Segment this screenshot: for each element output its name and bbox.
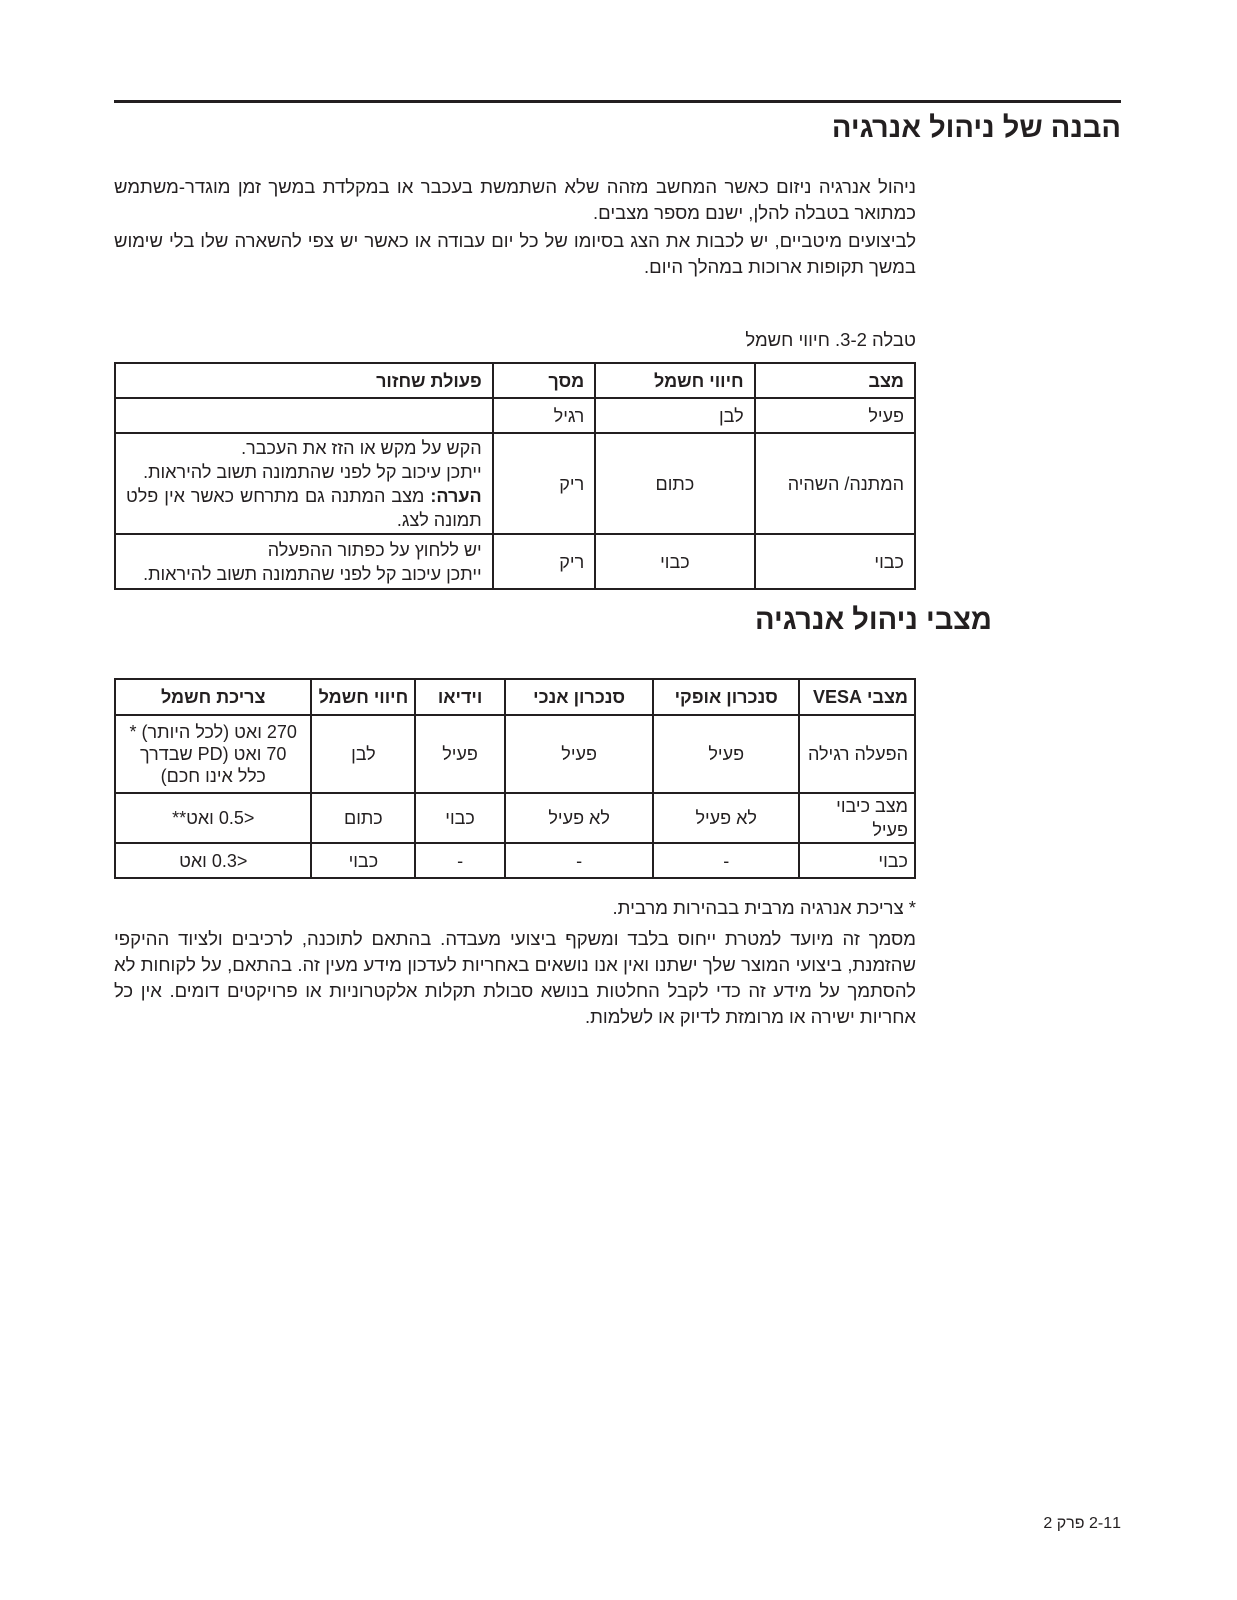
intro-paragraph-1: ניהול אנרגיה ניזום כאשר המחשב מזהה שלא השתמשת בעכבר או במקלדת במשך זמן מוגדר-משתמש כמתואר בטבלה להלן, ישנם מספר מצבים. — [114, 176, 916, 223]
cell-video: - — [415, 843, 505, 878]
header-indicator: חיווי חשמל — [595, 363, 754, 398]
cell-indicator: לבן — [595, 398, 754, 433]
page-number: 2-11 פרק 2 — [1043, 1515, 1121, 1532]
cell-indicator: כתום — [595, 433, 754, 534]
header-mode: מצב — [755, 363, 915, 398]
cell-indicator: כבוי — [595, 534, 754, 589]
cell-mode: פעיל — [755, 398, 915, 433]
cell-v-sync: - — [505, 843, 654, 878]
restore-line: יש ללחוץ על כפתור ההפעלה — [267, 539, 482, 560]
restore-line: הקש על מקש או הזז את העכבר. — [241, 437, 482, 458]
cell-power-indicator: כבוי — [311, 843, 415, 878]
note-text: מצב המתנה גם מתרחש כאשר אין פלט תמונה לצג. — [126, 485, 482, 530]
cell-restore — [115, 534, 493, 589]
cell-h-sync: - — [653, 843, 799, 878]
cell-vesa-mode: הפעלה רגילה — [799, 715, 915, 793]
restore-line: ייתכן עיכוב קל לפני שהתמונה תשוב להיראות. — [143, 563, 482, 584]
header-v-sync: סנכרון אנכי — [505, 679, 654, 715]
cell-power-consumption: <0.5 ואט** — [115, 793, 311, 843]
table1-caption: טבלה 3-2. חיווי חשמל — [745, 329, 916, 350]
section-title: מצבי ניהול אנרגיה — [755, 604, 992, 636]
note-label: הערה: — [430, 485, 482, 506]
page-title: הבנה של ניהול אנרגיה — [831, 112, 1121, 144]
table-header-row — [115, 363, 915, 398]
restore-line: ייתכן עיכוב קל לפני שהתמונה תשוב להיראות. — [143, 461, 482, 482]
cell-vesa-mode: מצב כיבוי פעיל — [799, 793, 915, 843]
disclaimer-paragraph: מסמך זה מיועד למטרת ייחוס בלבד ומשקף ביצועי מעבדה. בהתאם לתוכנה, לרכיבים ולציוד ההיקפי שהזמנת, ביצועי המוצר שלך ישתנו ואין אנו נושאים באחריות לעדכון מידע מעין זה. בהתאם, על לקוחות לא להסתמך על מידע זה כדי לקבל החלטות בנושא סבולת תקלות אלקטרוניות או פרויקטים דומים. אין כל אחריות ישירה או מרומזת לדיוק או לשלמות. — [114, 928, 916, 1027]
table-row — [115, 793, 915, 843]
cell-power-consumption — [115, 715, 311, 793]
cell-video: כבוי — [415, 793, 505, 843]
table-header-row — [115, 679, 915, 715]
cell-vesa-mode: כבוי — [799, 843, 915, 878]
table-row — [115, 715, 915, 793]
table-row — [115, 534, 915, 589]
cell-power-indicator: לבן — [311, 715, 415, 793]
header-h-sync: סנכרון אופקי — [653, 679, 799, 715]
cell-screen: רגיל — [493, 398, 596, 433]
cell-v-sync: לא פעיל — [505, 793, 654, 843]
cell-restore — [115, 398, 493, 433]
table-row — [115, 398, 915, 433]
cell-h-sync: לא פעיל — [653, 793, 799, 843]
header-video: וידיאו — [415, 679, 505, 715]
power-indicator-table — [114, 362, 916, 590]
table-row — [115, 433, 915, 534]
top-rule — [114, 100, 1121, 103]
cell-screen: ריק — [493, 534, 596, 589]
cell-v-sync: פעיל — [505, 715, 654, 793]
cell-power-consumption: <0.3 ואט — [115, 843, 311, 878]
cell-power-indicator: כתום — [311, 793, 415, 843]
power-line: 70 ואט (PD שבדרך — [140, 744, 287, 764]
restore-note — [126, 484, 482, 532]
header-power-consumption: צריכת חשמל — [115, 679, 311, 715]
header-screen: מסך — [493, 363, 596, 398]
power-modes-table — [114, 678, 916, 879]
footnote: * צריכת אנרגיה מרבית בבהירות מרבית. — [612, 897, 916, 918]
cell-screen: ריק — [493, 433, 596, 534]
header-power-indicator: חיווי חשמל — [311, 679, 415, 715]
header-restore: פעולת שחזור — [115, 363, 493, 398]
cell-mode: המתנה/ השהיה — [755, 433, 915, 534]
power-line: 270 ואט (לכל היותר) * — [129, 722, 297, 742]
header-vesa-mode: מצבי VESA — [799, 679, 915, 715]
cell-restore — [115, 433, 493, 534]
power-line: כלל אינו חכם) — [160, 766, 266, 786]
table-row — [115, 843, 915, 878]
intro-paragraph-2: לביצועים מיטביים, יש לכבות את הצג בסיומו של כל יום עבודה או כאשר יש צפי להשארה שלו בלי שימוש במשך תקופות ארוכות במהלך היום. — [114, 230, 916, 277]
cell-mode: כבוי — [755, 534, 915, 589]
cell-video: פעיל — [415, 715, 505, 793]
cell-h-sync: פעיל — [653, 715, 799, 793]
